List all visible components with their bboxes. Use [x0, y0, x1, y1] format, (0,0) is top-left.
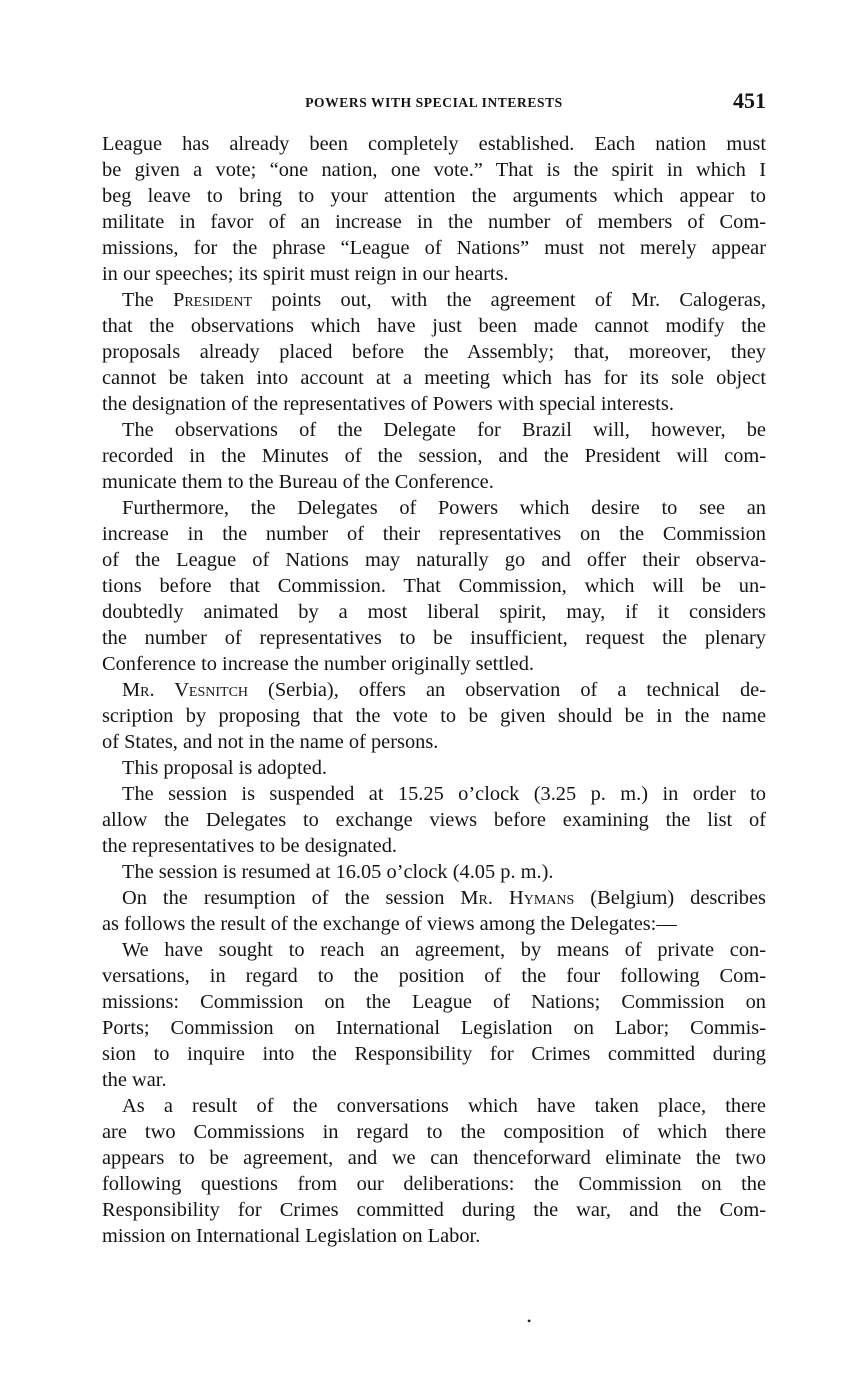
text-fragment: (Serbia), offers an observation of a technical de- [248, 679, 766, 701]
text-line: Furthermore, the Delegates of Powers which desire to see an [122, 497, 766, 519]
text-line: mission on International Legislation on Labor. [102, 1225, 481, 1247]
text-line: beg leave to bring to your attention the arguments which appear to [102, 185, 766, 207]
text-line: League has already been completely established. Each nation must [102, 133, 766, 155]
text-line: missions: Commission on the League of Nations; Commission on [102, 991, 766, 1013]
text-line: the number of representatives to be insufficient, request the plenary [102, 627, 766, 649]
paragraph-5 [102, 677, 766, 755]
paragraph-9 [102, 885, 766, 937]
text-line: be given a vote; “one nation, one vote.” That is the spirit in which I [102, 159, 766, 181]
text-line: cannot be taken into account at a meeting which has for its sole object [102, 367, 766, 389]
text-line: We have sought to reach an agreement, by means of private con- [122, 939, 766, 961]
text-line: The session is suspended at 15.25 o’clock (3.25 p. m.) in order to [122, 783, 766, 805]
page-number: 451 [733, 88, 766, 113]
footer-mark: • [527, 1314, 532, 1328]
paragraph-6 [102, 755, 766, 781]
text-line: in our speeches; its spirit must reign in our hearts. [102, 263, 509, 285]
text-line: proposals already placed before the Assembly; that, moreover, they [102, 341, 766, 363]
text-line [102, 287, 766, 313]
text-line: tions before that Commission. That Commission, which will be un- [102, 575, 766, 597]
text-line: doubtedly animated by a most liberal spirit, may, if it considers [102, 601, 766, 623]
text-fragment: On the resumption of the session [122, 887, 461, 909]
paragraph-2 [102, 287, 766, 417]
text-fragment: points out, with the agreement of Mr. Calogeras, [252, 289, 766, 311]
text-line: The observations of the Delegate for Brazil will, however, be [122, 419, 766, 441]
text-line: Responsibility for Crimes committed during the war, and the Com- [102, 1199, 766, 1221]
text-line [102, 677, 766, 703]
speaker-name: Mr. Hymans [460, 887, 575, 909]
text-line: are two Commissions in regard to the composition of which there [102, 1121, 766, 1143]
text-line: This proposal is adopted. [122, 757, 328, 779]
text-line: scription by proposing that the vote to be given should be in the name [102, 705, 766, 727]
text-line: militate in favor of an increase in the number of members of Com- [102, 211, 766, 233]
text-line: the designation of the representatives of Powers with special interests. [102, 393, 674, 415]
text-line: increase in the number of their representatives on the Commission [102, 523, 766, 545]
speaker-name: President [173, 289, 253, 311]
paragraph-7 [102, 781, 766, 859]
text-fragment: (Belgium) describes [574, 887, 766, 909]
paragraph-8 [102, 859, 766, 885]
text-fragment: The [122, 289, 173, 311]
paragraph-3 [102, 417, 766, 495]
text-line: As a result of the conversations which have taken place, there [122, 1095, 766, 1117]
paragraph-11 [102, 1093, 766, 1249]
running-head: POWERS WITH SPECIAL INTERESTS [305, 95, 563, 110]
paragraph-1 [102, 131, 766, 287]
text-line: as follows the result of the exchange of views among the Delegates:— [102, 913, 677, 935]
body-text [102, 131, 766, 1249]
text-line: versations, in regard to the position of the four following Com- [102, 965, 766, 987]
text-line: The session is resumed at 16.05 o’clock (4.05 p. m.). [122, 861, 554, 883]
text-line: the representatives to be designated. [102, 835, 397, 857]
text-line: sion to inquire into the Responsibility for Crimes committed during [102, 1043, 766, 1065]
text-line: allow the Delegates to exchange views before examining the list of [102, 809, 766, 831]
text-line: appears to be agreement, and we can thenceforward eliminate the two [102, 1147, 766, 1169]
paragraph-4 [102, 495, 766, 677]
text-line: that the observations which have just been made cannot modify the [102, 315, 766, 337]
speaker-name: Mr. Vesnitch [122, 679, 249, 701]
text-line: Conference to increase the number originally settled. [102, 653, 535, 675]
text-line: municate them to the Bureau of the Conference. [102, 471, 494, 493]
text-line: the war. [102, 1069, 167, 1091]
text-line: Ports; Commission on International Legislation on Labor; Commis- [102, 1017, 766, 1039]
text-line: missions, for the phrase “League of Nations” must not merely appear [102, 237, 766, 259]
text-line: of States, and not in the name of persons. [102, 731, 439, 753]
text-line: recorded in the Minutes of the session, and the President will com- [102, 445, 766, 467]
paragraph-10 [102, 937, 766, 1093]
text-line: of the League of Nations may naturally go and offer their observa- [102, 549, 766, 571]
page-header [102, 90, 766, 120]
text-line: following questions from our deliberations: the Commission on the [102, 1173, 766, 1195]
text-line [102, 885, 766, 911]
